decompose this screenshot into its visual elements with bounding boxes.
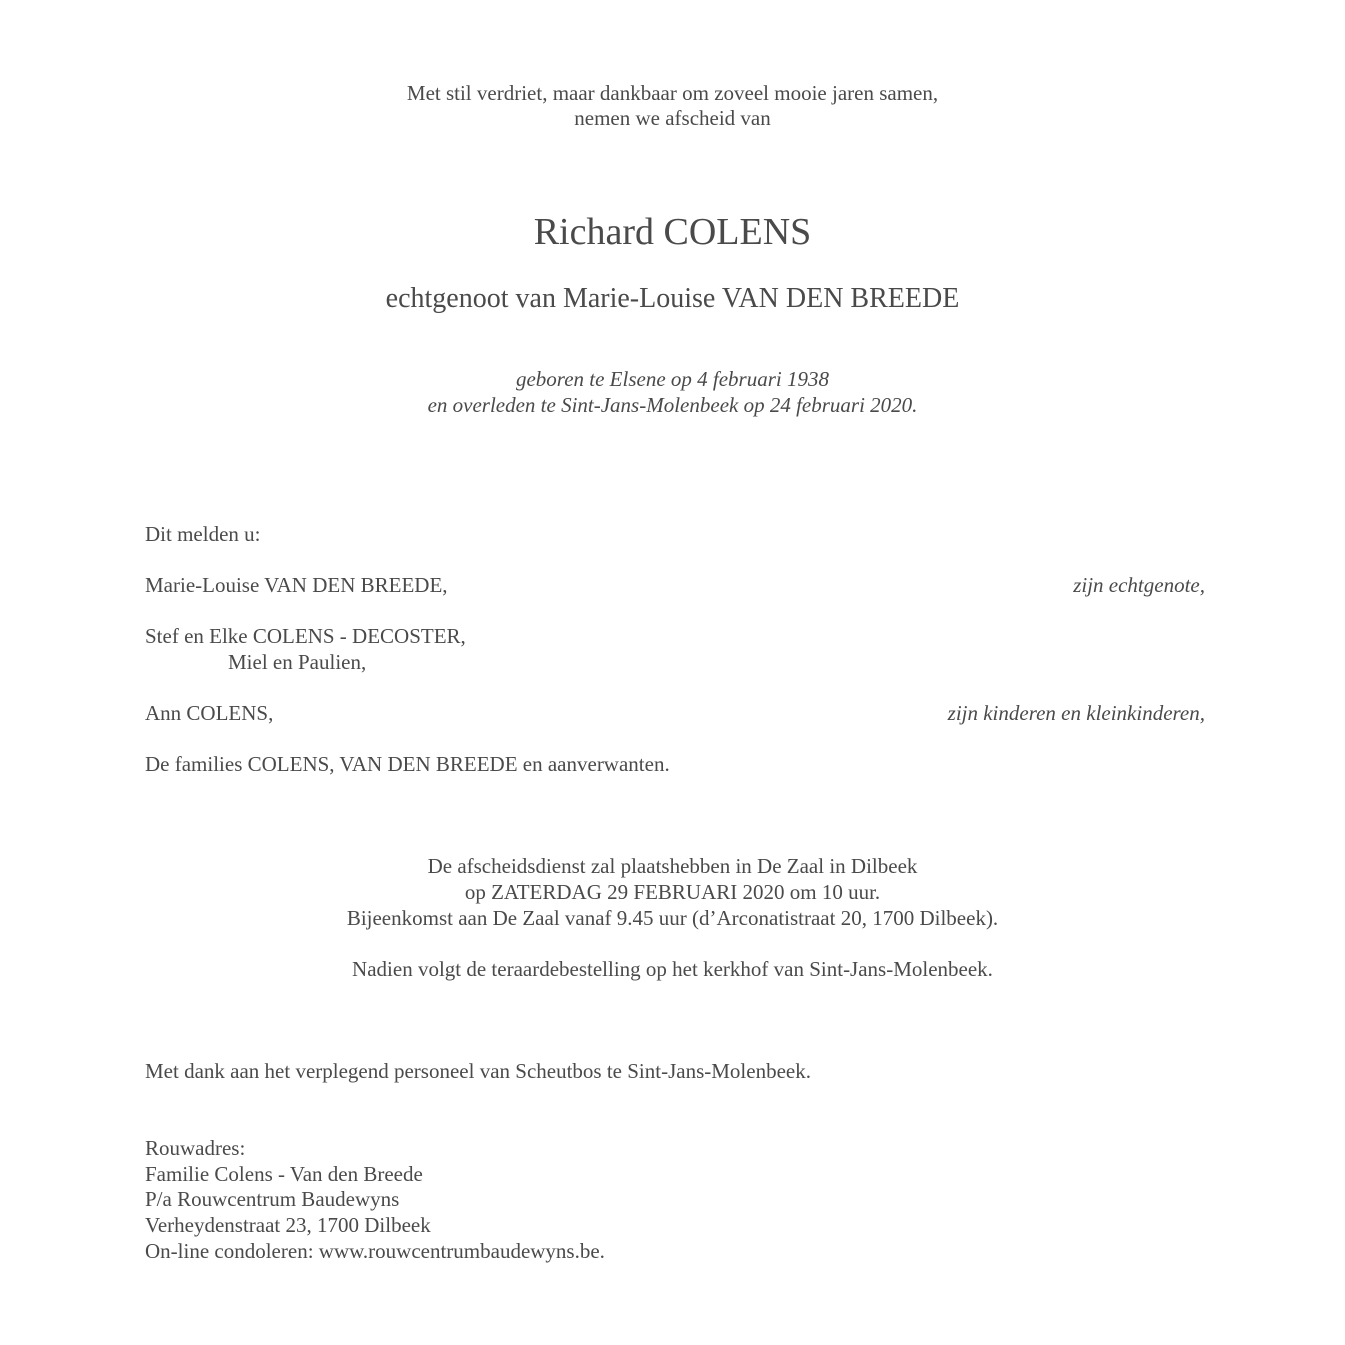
death-line: en overleden te Sint-Jans-Molenbeek op 24 februari 2020. [427, 393, 918, 417]
address-street: Verheydenstraat 23, 1700 Dilbeek [145, 1213, 431, 1237]
announcer-child-1: Stef en Elke COLENS - DECOSTER, [145, 624, 466, 648]
announcer-grandchildren: Miel en Paulien, [228, 650, 367, 674]
address-family: Familie Colens - Van den Breede [145, 1162, 423, 1186]
birth-line: geboren te Elsene op 4 februari 1938 [515, 367, 829, 391]
intro-line-2: nemen we afscheid van [574, 106, 771, 130]
intro-line-1: Met stil verdriet, maar dankbaar om zoveel mooie jaren samen, [406, 81, 939, 105]
announcer-families: De families COLENS, VAN DEN BREEDE en aanverwanten. [145, 752, 670, 776]
children-relation: zijn kinderen en kleinkinderen, [947, 701, 1205, 725]
service-line-3: Bijeenkomst aan De Zaal vanaf 9.45 uur (d’Arconatistraat 20, 1700 Dilbeek). [346, 906, 999, 930]
burial-line: Nadien volgt de teraardebestelling op het kerkhof van Sint-Jans-Molenbeek. [352, 957, 993, 981]
thanks-line: Met dank aan het verplegend personeel van Scheutbos te Sint-Jans-Molenbeek. [145, 1059, 811, 1083]
online-condolences: On-line condoleren: www.rouwcentrumbaudewyns.be. [145, 1239, 605, 1263]
service-line-1: De afscheidsdienst zal plaatshebben in De Zaal in Dilbeek [427, 854, 918, 878]
service-line-2: op ZATERDAG 29 FEBRUARI 2020 om 10 uur. [464, 880, 881, 904]
announcer-child-2: Ann COLENS, [145, 701, 274, 725]
spouse-line: echtgenoot van Marie-Louise VAN DEN BREEDE [385, 283, 960, 314]
deceased-name: Richard COLENS [533, 211, 812, 253]
spouse-relation: zijn echtgenote, [1073, 573, 1205, 597]
announcers-heading: Dit melden u: [145, 522, 261, 546]
address-care-of: P/a Rouwcentrum Baudewyns [145, 1187, 400, 1211]
address-label: Rouwadres: [145, 1136, 246, 1160]
announcer-spouse: Marie-Louise VAN DEN BREEDE, [145, 573, 448, 597]
